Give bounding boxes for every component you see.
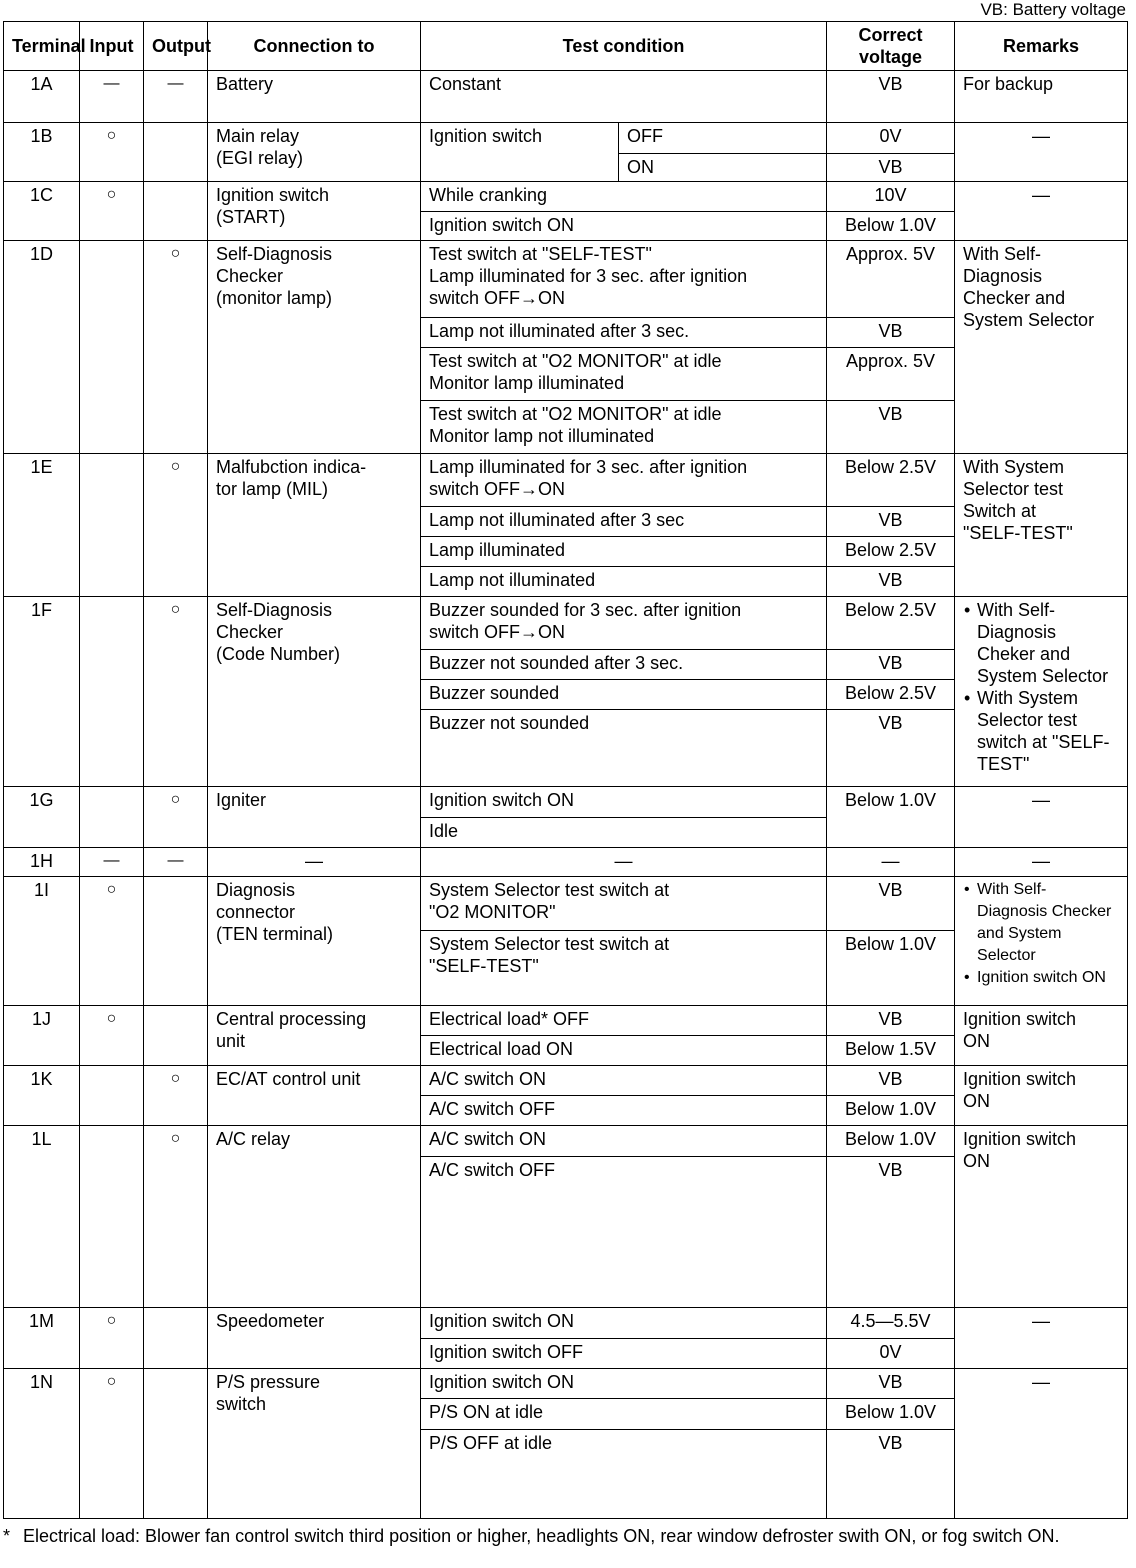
remarks-bullet: • With System Selector test switch at "SELF- TEST" xyxy=(977,687,1119,775)
remarks-list xyxy=(963,879,1119,989)
connection-cell: Malfubction indica- tor lamp (MIL) xyxy=(208,454,421,597)
output-mark xyxy=(144,1369,208,1519)
voltage-cell: Below 1.0V xyxy=(827,787,955,848)
remarks-cell: — xyxy=(955,787,1128,848)
table-row xyxy=(4,1369,1128,1399)
condition-cell: Electrical load* OFF xyxy=(421,1006,827,1036)
voltage-cell: VB xyxy=(827,318,955,348)
condition-cell: Lamp illuminated xyxy=(421,537,827,567)
header-output: Output xyxy=(144,22,208,71)
condition-sub-cell: ON xyxy=(619,154,827,182)
header-condition: Test condition xyxy=(421,22,827,71)
header-input: Input xyxy=(80,22,144,71)
voltage-cell: VB xyxy=(827,1369,955,1399)
connection-cell: Central processing unit xyxy=(208,1006,421,1066)
input-mark xyxy=(80,454,144,597)
condition-cell: P/S OFF at idle xyxy=(421,1430,827,1519)
voltage-cell: Below 1.5V xyxy=(827,1036,955,1066)
table-row xyxy=(4,1126,1128,1157)
input-mark: ○ xyxy=(80,123,144,182)
voltage-cell: 10V xyxy=(827,182,955,212)
output-mark: — xyxy=(144,71,208,123)
condition-cell: System Selector test switch at "SELF-TEST" xyxy=(421,931,827,1006)
voltage-cell: Below 2.5V xyxy=(827,537,955,567)
connection-cell: Battery xyxy=(208,71,421,123)
header-row xyxy=(4,22,1128,71)
voltage-cell: VB xyxy=(827,507,955,537)
voltage-cell: VB xyxy=(827,1430,955,1519)
terminal-cell: 1N xyxy=(4,1369,80,1519)
remarks-cell: For backup xyxy=(955,71,1128,123)
condition-cell: Idle xyxy=(421,818,827,848)
condition-cell: A/C switch ON xyxy=(421,1126,827,1157)
footnote xyxy=(3,1525,1113,1547)
input-mark: ○ xyxy=(80,1369,144,1519)
condition-cell: Buzzer sounded xyxy=(421,680,827,710)
voltage-cell: Below 1.0V xyxy=(827,1096,955,1126)
table-row xyxy=(4,787,1128,818)
condition-cell: Test switch at "SELF-TEST" Lamp illuminated for 3 sec. after ignition switch OFF→ON xyxy=(421,241,827,318)
condition-cell: A/C switch ON xyxy=(421,1066,827,1096)
output-mark xyxy=(144,123,208,182)
terminal-cell: 1C xyxy=(4,182,80,241)
terminal-cell: 1G xyxy=(4,787,80,848)
remarks-bullet: • With Self- Diagnosis Checker and System Selector xyxy=(977,879,1119,967)
input-mark: — xyxy=(80,848,144,877)
input-mark: — xyxy=(80,71,144,123)
voltage-cell: VB xyxy=(827,1157,955,1308)
terminal-cell: 1D xyxy=(4,241,80,454)
remarks-bullet: • With Self- Diagnosis Cheker and System Selector xyxy=(977,599,1119,687)
condition-cell: Lamp not illuminated after 3 sec xyxy=(421,507,827,537)
voltage-cell: 4.5—5.5V xyxy=(827,1308,955,1339)
output-mark: ○ xyxy=(144,787,208,848)
remarks-cell: — xyxy=(955,182,1128,241)
terminal-cell: 1L xyxy=(4,1126,80,1308)
condition-cell: Test switch at "O2 MONITOR" at idle Monitor lamp illuminated xyxy=(421,348,827,401)
condition-cell: System Selector test switch at "O2 MONITOR" xyxy=(421,877,827,931)
condition-sub-cell: OFF xyxy=(619,123,827,154)
voltage-cell: Below 1.0V xyxy=(827,1399,955,1430)
condition-cell: Buzzer not sounded after 3 sec. xyxy=(421,650,827,680)
condition-cell: Buzzer sounded for 3 sec. after ignition switch OFF→ON xyxy=(421,597,827,650)
condition-cell: Test switch at "O2 MONITOR" at idle Monitor lamp not illuminated xyxy=(421,401,827,454)
terminal-cell: 1A xyxy=(4,71,80,123)
connection-cell: A/C relay xyxy=(208,1126,421,1308)
voltage-cell: VB xyxy=(827,710,955,787)
condition-cell: Ignition switch xyxy=(421,123,619,182)
remarks-cell: — xyxy=(955,1369,1128,1519)
terminal-cell: 1K xyxy=(4,1066,80,1126)
remarks-cell: — xyxy=(955,1308,1128,1369)
terminal-cell: 1B xyxy=(4,123,80,182)
voltage-cell: VB xyxy=(827,650,955,680)
condition-cell: — xyxy=(421,848,827,877)
voltage-cell: Below 1.0V xyxy=(827,1126,955,1157)
terminal-cell: 1F xyxy=(4,597,80,787)
connection-cell: EC/AT control unit xyxy=(208,1066,421,1126)
voltage-cell: VB xyxy=(827,1066,955,1096)
connection-cell: Igniter xyxy=(208,787,421,848)
table-row xyxy=(4,1308,1128,1339)
header-connection: Connection to xyxy=(208,22,421,71)
remarks-list xyxy=(963,599,1119,775)
remarks-cell: — xyxy=(955,123,1128,182)
input-mark: ○ xyxy=(80,1308,144,1369)
remarks-bullet: • Ignition switch ON xyxy=(977,967,1119,989)
condition-cell: Ignition switch ON xyxy=(421,1369,827,1399)
output-mark xyxy=(144,182,208,241)
input-mark xyxy=(80,241,144,454)
remarks-cell: Ignition switch ON xyxy=(955,1126,1128,1308)
input-mark xyxy=(80,597,144,787)
terminal-cell: 1I xyxy=(4,877,80,1006)
voltage-cell: VB xyxy=(827,71,955,123)
terminal-cell: 1M xyxy=(4,1308,80,1369)
connection-cell: Main relay (EGI relay) xyxy=(208,123,421,182)
condition-cell: A/C switch OFF xyxy=(421,1096,827,1126)
table-row xyxy=(4,877,1128,931)
condition-cell: Constant xyxy=(421,71,827,123)
remarks-cell: — xyxy=(955,848,1128,877)
header-terminal: Terminal xyxy=(4,22,80,71)
condition-cell: Lamp illuminated for 3 sec. after ignition switch OFF→ON xyxy=(421,454,827,507)
output-mark xyxy=(144,1308,208,1369)
table-row xyxy=(4,1066,1128,1096)
table-row xyxy=(4,71,1128,123)
voltage-cell: Below 2.5V xyxy=(827,680,955,710)
voltage-cell: VB xyxy=(827,567,955,597)
condition-cell: Electrical load ON xyxy=(421,1036,827,1066)
terminal-cell: 1J xyxy=(4,1006,80,1066)
voltage-cell: Below 2.5V xyxy=(827,597,955,650)
voltage-cell: 0V xyxy=(827,1339,955,1369)
terminal-cell: 1H xyxy=(4,848,80,877)
output-mark xyxy=(144,1006,208,1066)
output-mark: ○ xyxy=(144,241,208,454)
input-mark xyxy=(80,787,144,848)
condition-cell: Ignition switch ON xyxy=(421,212,827,241)
table-row xyxy=(4,182,1128,212)
table-row xyxy=(4,241,1128,318)
condition-cell: Ignition switch OFF xyxy=(421,1339,827,1369)
connection-cell: Self-Diagnosis Checker (Code Number) xyxy=(208,597,421,787)
output-mark: ○ xyxy=(144,597,208,787)
input-mark: ○ xyxy=(80,182,144,241)
voltage-cell: Below 1.0V xyxy=(827,212,955,241)
output-mark: ○ xyxy=(144,1066,208,1126)
table-row xyxy=(4,597,1128,650)
remarks-cell xyxy=(955,597,1128,787)
voltage-cell: 0V xyxy=(827,123,955,154)
terminal-voltage-table xyxy=(3,21,1128,1519)
output-mark: ○ xyxy=(144,454,208,597)
connection-cell: Speedometer xyxy=(208,1308,421,1369)
connection-cell: Diagnosis connector (TEN terminal) xyxy=(208,877,421,1006)
battery-voltage-caption: VB: Battery voltage xyxy=(980,0,1126,19)
input-mark: ○ xyxy=(80,877,144,1006)
condition-cell: Buzzer not sounded xyxy=(421,710,827,787)
header-remarks: Remarks xyxy=(955,22,1128,71)
output-mark xyxy=(144,877,208,1006)
connection-cell: Self-Diagnosis Checker (monitor lamp) xyxy=(208,241,421,454)
table-row xyxy=(4,1006,1128,1036)
remarks-cell xyxy=(955,877,1128,1006)
condition-cell: P/S ON at idle xyxy=(421,1399,827,1430)
table-row xyxy=(4,848,1128,877)
condition-cell: Lamp not illuminated after 3 sec. xyxy=(421,318,827,348)
remarks-cell: Ignition switch ON xyxy=(955,1066,1128,1126)
terminal-cell: 1E xyxy=(4,454,80,597)
voltage-cell: Below 2.5V xyxy=(827,454,955,507)
voltage-cell: — xyxy=(827,848,955,877)
voltage-cell: VB xyxy=(827,1006,955,1036)
connection-cell: — xyxy=(208,848,421,877)
input-mark: ○ xyxy=(80,1006,144,1066)
condition-cell: Lamp not illuminated xyxy=(421,567,827,597)
voltage-cell: VB xyxy=(827,154,955,182)
voltage-cell: VB xyxy=(827,877,955,931)
condition-cell: While cranking xyxy=(421,182,827,212)
remarks-cell: With Self- Diagnosis Checker and System Selector xyxy=(955,241,1128,454)
condition-cell: Ignition switch ON xyxy=(421,787,827,818)
voltage-cell: VB xyxy=(827,401,955,454)
input-mark xyxy=(80,1126,144,1308)
connection-cell: P/S pressure switch xyxy=(208,1369,421,1519)
table-row xyxy=(4,454,1128,507)
output-mark: ○ xyxy=(144,1126,208,1308)
footnote-text: Electrical load: Blower fan control switch third position or higher, headlights ON, rear window defroster swith ON, or fog switch ON. xyxy=(23,1526,1060,1546)
table-row xyxy=(4,123,1128,154)
connection-cell: Ignition switch (START) xyxy=(208,182,421,241)
input-mark xyxy=(80,1066,144,1126)
voltage-cell: Approx. 5V xyxy=(827,348,955,401)
remarks-cell: Ignition switch ON xyxy=(955,1006,1128,1066)
condition-cell: A/C switch OFF xyxy=(421,1157,827,1308)
voltage-cell: Approx. 5V xyxy=(827,241,955,318)
footnote-marker: * xyxy=(3,1526,11,1546)
header-voltage: Correct voltage xyxy=(827,22,955,71)
condition-cell: Ignition switch ON xyxy=(421,1308,827,1339)
remarks-cell: With System Selector test Switch at "SELF-TEST" xyxy=(955,454,1128,597)
output-mark: — xyxy=(144,848,208,877)
voltage-cell: Below 1.0V xyxy=(827,931,955,1006)
